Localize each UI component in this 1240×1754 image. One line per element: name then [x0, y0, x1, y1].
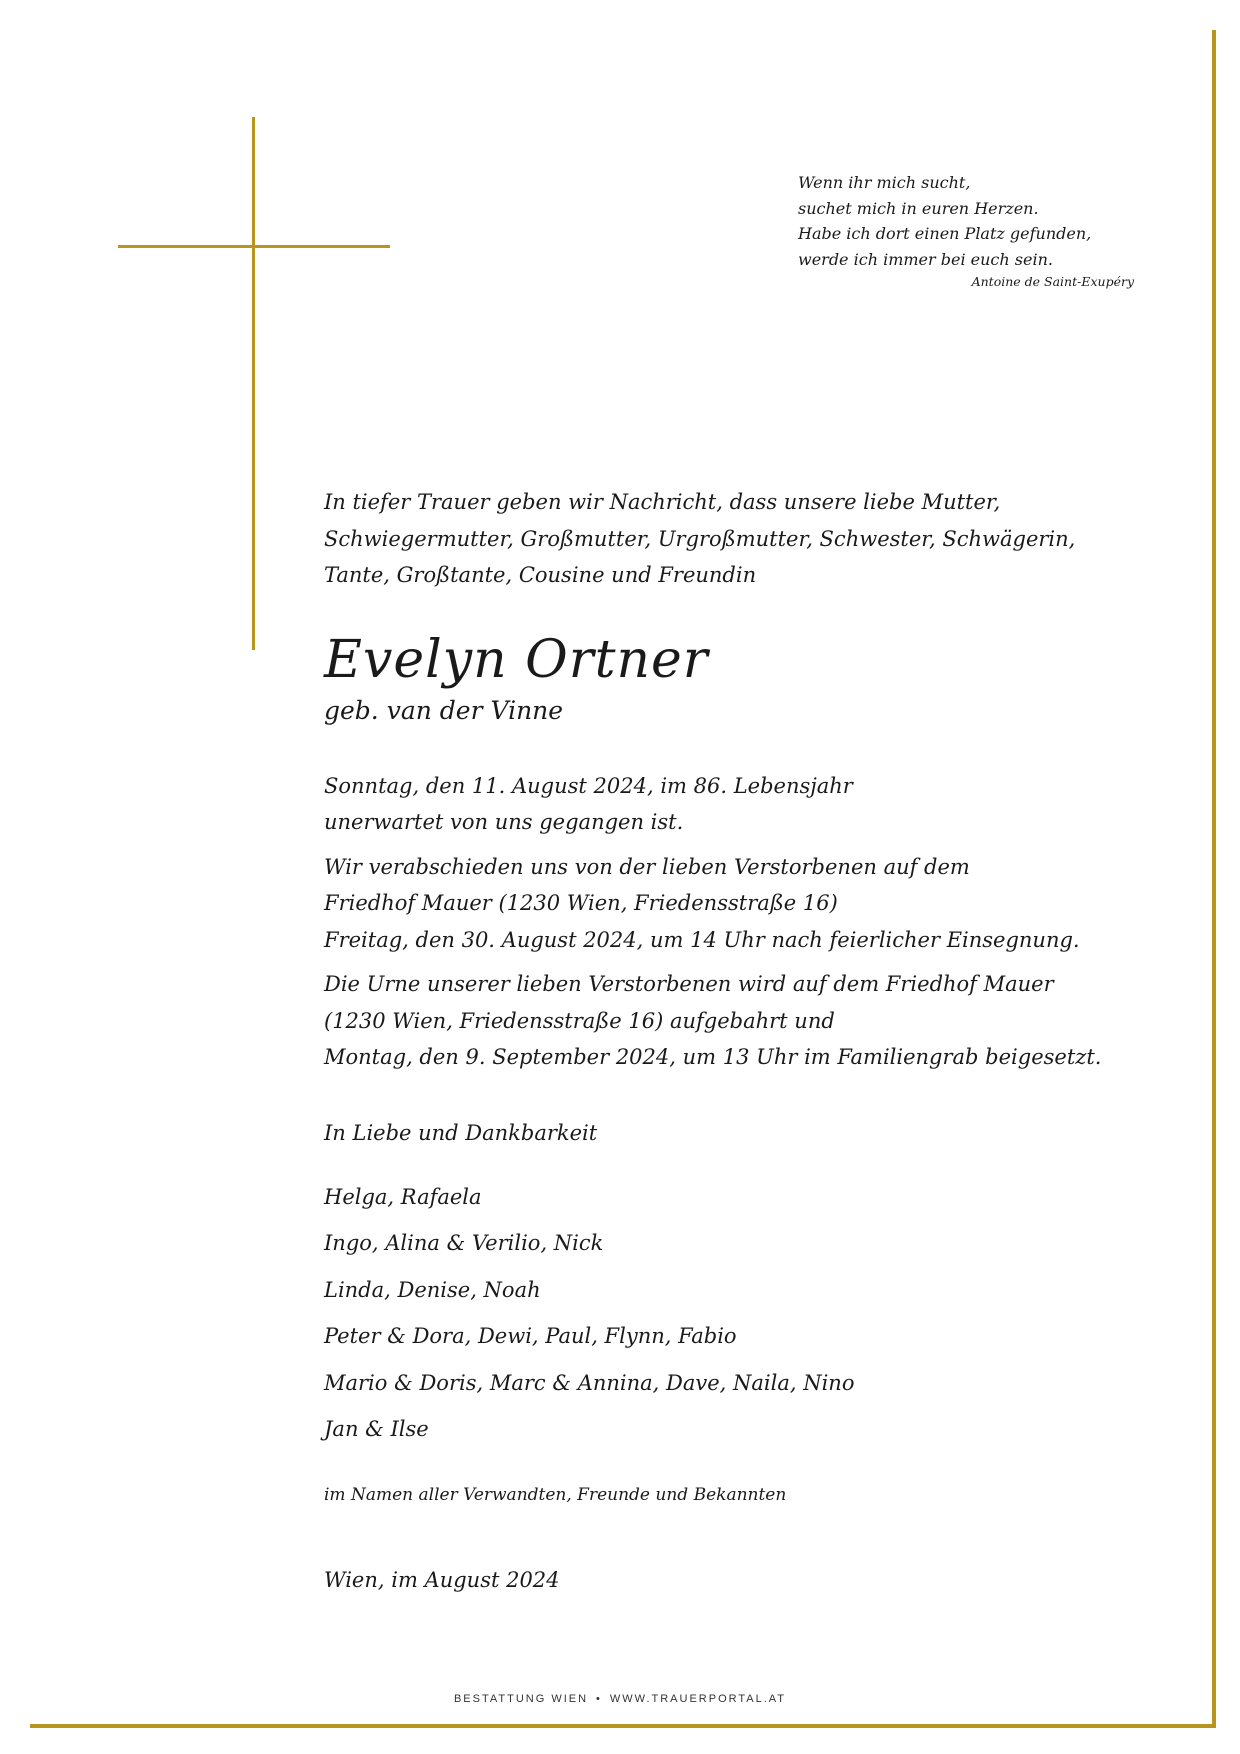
farewell-line: Freitag, den 30. August 2024, um 14 Uhr nach feierlicher Einsegnung. [324, 927, 1080, 952]
maiden-name: geb. van der Vinne [324, 695, 564, 725]
quote-line: suchet mich in euren Herzen. [798, 198, 1039, 218]
obituary-content [324, 484, 1184, 1595]
farewell-line: Friedhof Mauer (1230 Wien, Friedensstraße 16) [324, 891, 838, 915]
death-notice-line: unerwartet von uns gegangen ist. [324, 810, 684, 834]
cross-icon-horizontal [118, 245, 390, 248]
footer-company: BESTATTUNG WIEN [453, 1693, 589, 1705]
family-row: Peter & Dora, Dewi, Paul, Flynn, Fabio [324, 1324, 737, 1348]
place-date: Wien, im August 2024 [324, 1567, 560, 1592]
quote-line: Wenn ihr mich sucht, [798, 173, 971, 192]
footer-separator: • [596, 1693, 602, 1705]
death-notice [324, 768, 1184, 841]
family-row: Ingo, Alina & Verilio, Nick [324, 1231, 604, 1255]
intro-line: In tiefer Trauer geben wir Nachricht, dass unsere liebe Mutter, [324, 490, 1001, 514]
footer-website-link[interactable]: WWW.TRAUERPORTAL.AT [609, 1693, 787, 1705]
quote [798, 170, 1138, 292]
cross-icon-vertical [252, 117, 255, 650]
urn-line: Die Urne unserer lieben Verstorbenen wird auf dem Friedhof Mauer [324, 972, 1054, 996]
deceased-name: Evelyn Ortner [324, 629, 709, 690]
on-behalf-text: im Namen aller Verwandten, Freunde und Bekannten [324, 1484, 787, 1505]
urn-line: Montag, den 9. September 2024, um 13 Uhr im Familiengrab beigesetzt. [324, 1045, 1102, 1069]
urn-notice [324, 966, 1184, 1076]
closing-phrase: In Liebe und Dankbarkeit [324, 1120, 598, 1145]
family-row: Mario & Doris, Marc & Annina, Dave, Naila, Nino [324, 1370, 855, 1395]
frame-right-border [1212, 30, 1216, 1727]
family-row: Linda, Denise, Noah [324, 1277, 541, 1302]
footer [0, 1693, 1240, 1705]
quote-line: Habe ich dort einen Platz gefunden, [798, 224, 1092, 243]
frame-bottom-border [30, 1724, 1216, 1728]
family-row: Helga, Rafaela [324, 1184, 482, 1209]
urn-line: (1230 Wien, Friedensstraße 16) aufgebahrt und [324, 1008, 835, 1033]
farewell-notice [324, 849, 1184, 959]
death-notice-line: Sonntag, den 11. August 2024, im 86. Lebensjahr [324, 773, 853, 798]
quote-line: werde ich immer bei euch sein. [798, 249, 1053, 269]
farewell-line: Wir verabschieden uns von der lieben Verstorbenen auf dem [324, 854, 970, 879]
family-row: Jan & Ilse [324, 1417, 429, 1441]
intro-line: Tante, Großtante, Cousine und Freundin [324, 563, 757, 587]
intro-line: Schwiegermutter, Großmutter, Urgroßmutter, Schwester, Schwägerin, [324, 526, 1076, 551]
quote-author: Antoine de Saint-Exupéry [971, 274, 1134, 289]
intro-text [324, 484, 1184, 594]
family-list [324, 1174, 1184, 1453]
